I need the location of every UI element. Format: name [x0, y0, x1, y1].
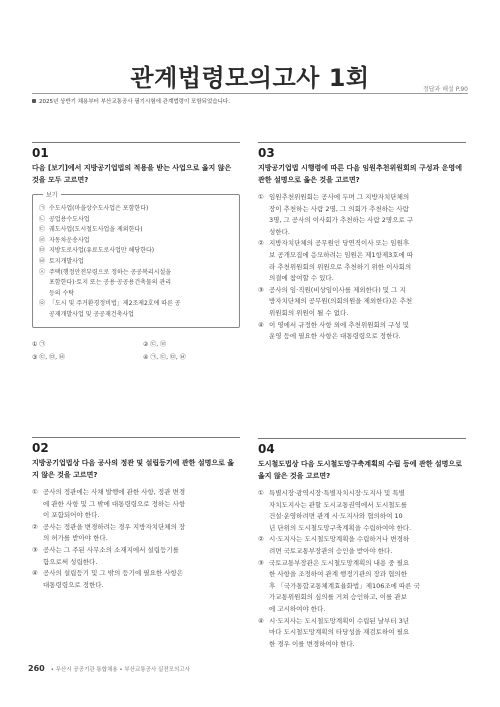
- item-text: 등의 수탁: [49, 289, 75, 297]
- item-marker: [39, 289, 49, 300]
- example-item: [39, 236, 231, 247]
- question-02: [32, 437, 240, 591]
- item-text: 특별시장·광역시장·특별자치시장·도지사 및 특별: [269, 489, 405, 497]
- example-item: [39, 257, 231, 268]
- item-marker: ③: [32, 545, 38, 554]
- example-item: [39, 278, 231, 289]
- item-text: 수도사업(마을상수도사업은 포함한다): [49, 205, 149, 212]
- item-text: 국토교통부장관은 도시철도망계획의 내용 중 필요: [269, 558, 410, 567]
- item-marker: ①: [32, 488, 38, 496]
- item-marker: [258, 546, 269, 558]
- item-text: 공재개발사업 및 공공재건축사업: [49, 310, 134, 318]
- item-text: 시·도지사는 도시철도망계획을 수립하거나 변경하: [269, 535, 410, 544]
- option-line: [32, 499, 240, 511]
- option-line: [258, 616, 466, 628]
- item-text: 가교통위원회의 심의를 거쳐 승인하고, 이를 관보: [269, 593, 407, 602]
- item-marker: [258, 331, 269, 343]
- item-text: 성한다.: [269, 227, 290, 236]
- item-marker: [258, 511, 269, 523]
- item-text: 시·도지사는 도시철도망계획이 수립된 날부터 3년: [269, 616, 410, 625]
- option-line: [258, 511, 466, 523]
- item-text: 공사는 정관을 변경하려는 경우 지방자치단체의 장: [43, 522, 186, 531]
- item-marker: [258, 215, 269, 227]
- page-number: 260: [28, 664, 45, 673]
- option-line: [258, 215, 466, 227]
- page-title: 관계법령모의고사 1회: [130, 64, 370, 92]
- item-text: 에 고시하여야 한다.: [269, 604, 326, 613]
- item-marker: [258, 500, 269, 512]
- option-line: [258, 192, 466, 204]
- answer-choice: ② ㉢, ㉣: [143, 340, 167, 348]
- answer-choices: [32, 340, 240, 362]
- item-text: 공사의 설립등기 및 그 밖의 등기에 필요한 사항은: [43, 569, 184, 578]
- item-marker: ②: [258, 535, 264, 544]
- item-marker: [39, 310, 49, 321]
- question-number: 04: [258, 442, 275, 456]
- item-text: 건설·운영하려면 관계 시·도지사와 협의하여 10: [269, 512, 403, 521]
- item-text: 한 사항을 조정하여 관계 행정기관의 장과 협의한: [269, 570, 407, 579]
- item-marker: ㉥: [39, 257, 46, 265]
- item-text: 보 공개모집에 응모하려는 임원은 제1항제3호에 따: [269, 250, 414, 259]
- item-marker: [258, 627, 269, 639]
- item-marker: [258, 569, 269, 581]
- example-box: [32, 194, 240, 328]
- page-footer: [28, 664, 190, 673]
- item-text: 임원추천위원회는 공사에 두며 그 지방자치단체의: [269, 193, 410, 201]
- item-marker: ①: [258, 193, 264, 201]
- item-marker: [32, 499, 43, 511]
- item-marker: ④: [258, 320, 264, 329]
- item-text: 주택(행정안전부령으로 정하는 공공복리시설을: [49, 268, 172, 276]
- item-marker: [39, 278, 49, 289]
- item-text: 려면 국토교통부장관의 승인을 받아야 한다.: [269, 546, 393, 555]
- option-line: [258, 227, 466, 239]
- question-text: 지방공기업법상 다음 공사의 정관 및 설립등기에 관한 설명으로 옳지 않은 것을 고르면?: [32, 459, 235, 479]
- item-marker: ③: [258, 558, 264, 567]
- item-text: 위원회의 위원이 될 수 없다.: [269, 308, 349, 317]
- item-marker: ㉡: [39, 215, 46, 223]
- item-text: 에 관한 사항 및 그 밖에 대통령령으로 정하는 사항: [43, 499, 186, 508]
- item-text: 자동차운송사업: [49, 236, 90, 244]
- item-marker: ②: [32, 522, 38, 531]
- header-rule: [32, 93, 468, 94]
- option-line: [258, 627, 466, 639]
- option-line: [258, 581, 466, 593]
- question-divider: [258, 438, 466, 439]
- answer-choices: [32, 487, 240, 591]
- item-text: 함으로써 성립한다.: [43, 557, 98, 566]
- option-line: [32, 557, 240, 569]
- notice: [32, 97, 230, 105]
- item-marker: ㉤: [39, 247, 46, 255]
- option-line: [258, 320, 466, 332]
- question-number: 01: [32, 146, 49, 160]
- item-text: 토지개발사업: [49, 257, 84, 265]
- option-line: [258, 204, 466, 216]
- option-line: [258, 488, 466, 500]
- item-text: 장이 추천하는 사람 2명, 그 의회가 추천하는 사람: [269, 204, 409, 213]
- item-text: 공사는 그 주된 사무소의 소재지에서 설립등기를: [43, 545, 179, 554]
- answer-choice: ③ ㉢, ㉤, ㉥: [32, 353, 65, 361]
- item-marker: [258, 639, 269, 651]
- item-marker: ③: [258, 285, 264, 294]
- example-item: [39, 268, 231, 279]
- item-text: 「도시 및 주거환경정비법」제2조제2호에 따른 공: [49, 300, 181, 308]
- example-item: [39, 204, 231, 215]
- answer-choice: ④ ㉠, ㉢, ㉤, ㉥: [143, 353, 186, 361]
- item-marker: [258, 296, 269, 308]
- option-line: [258, 308, 466, 320]
- notice-text: 2025년 상반기 채용부터 부산교통공사 필기시험에 관계법령이 포함되었습니다.: [39, 99, 230, 105]
- question-text: 지방공기업법 시행령에 따른 다음 임원추천위원회의 구성과 운영에 관한 설명으로 옳은 것을 고르면?: [258, 164, 462, 184]
- option-line: [258, 558, 466, 570]
- option-line: [32, 580, 240, 592]
- item-text: 자치도지사는 관할 도시교통권역에서 도시철도를: [269, 500, 408, 509]
- option-line: [32, 568, 240, 580]
- item-text: 운영 등에 필요한 사항은 대통령령으로 정한다.: [269, 332, 401, 341]
- option-line: [32, 545, 240, 557]
- item-text: 의 허가를 받아야 한다.: [43, 534, 108, 543]
- item-text: 후 「국가통합교통체계효율화법」제106조에 따른 국: [269, 581, 420, 590]
- option-line: [258, 604, 466, 616]
- item-text: 지방도로사업(유료도로사업만 해당한다): [49, 247, 155, 255]
- question-number: 02: [32, 441, 49, 455]
- question-text: 도시철도법상 다음 도시철도망구축계획의 수립 등에 관한 설명으로 옳지 않은 것을 고르면?: [258, 460, 462, 480]
- question-text: 다음 [보기]에서 지방공기업법의 적용을 받는 사업으로 옳지 않은 것을 모두 고르면?: [32, 164, 232, 184]
- item-marker: [258, 227, 269, 239]
- item-text: 공업용수도사업: [49, 215, 90, 223]
- item-marker: ㉦: [39, 268, 46, 276]
- item-text: 공사의 임·직원(비상임이사를 제외한다) 및 그 지: [269, 285, 406, 294]
- option-line: [32, 487, 240, 499]
- item-marker: [32, 510, 43, 522]
- question-divider: [32, 437, 240, 438]
- item-marker: ㉢: [39, 226, 46, 234]
- example-item: [39, 310, 231, 321]
- option-line: [258, 523, 466, 535]
- item-text: 이 포함되어야 한다.: [43, 511, 100, 520]
- item-marker: [258, 308, 269, 320]
- option-line: [32, 533, 240, 545]
- item-text: 3명, 그 공사의 이사회가 추천하는 사람 2명으로 구: [269, 216, 414, 225]
- answer-choices: [258, 192, 466, 343]
- item-marker: [32, 557, 43, 569]
- item-marker: [258, 581, 269, 593]
- item-marker: ②: [258, 239, 264, 248]
- item-text: 이 영에서 규정한 사항 외에 추천위원회의 구성 및: [269, 320, 410, 329]
- option-line: [258, 250, 466, 262]
- item-text: 대통령령으로 정한다.: [43, 580, 104, 589]
- item-text: 공사의 정관에는 사채 발행에 관한 사항, 정관 변경: [43, 488, 186, 496]
- option-line: [258, 569, 466, 581]
- item-marker: ㉣: [39, 236, 46, 244]
- question-01: [32, 142, 240, 362]
- question-number: 03: [258, 146, 275, 160]
- example-item: [39, 225, 231, 236]
- item-text: 한 경우 이를 변경하여야 한다.: [269, 639, 355, 648]
- item-text: 포함한다)·토지 또는 공용·공공용건축물의 관리: [49, 279, 172, 287]
- option-line: [258, 296, 466, 308]
- answer-choice: ① ㉠: [32, 340, 46, 348]
- item-marker: [32, 580, 43, 592]
- item-marker: ㉠: [39, 205, 46, 212]
- item-marker: [258, 273, 269, 285]
- item-marker: ㉧: [39, 300, 46, 308]
- option-line: [258, 238, 466, 250]
- item-marker: ①: [258, 489, 264, 497]
- option-line: [32, 510, 240, 522]
- option-line: [258, 546, 466, 558]
- option-line: [32, 522, 240, 534]
- question-03: [258, 142, 466, 343]
- option-line: [258, 262, 466, 274]
- item-marker: ④: [32, 569, 38, 578]
- item-text: 궤도사업(도시철도사업을 제외한다): [49, 226, 143, 234]
- option-line: [258, 500, 466, 512]
- option-line: [258, 592, 466, 604]
- example-box-label: 보기: [43, 190, 61, 199]
- item-text: 의결에 참여할 수 있다.: [269, 274, 334, 283]
- item-marker: [258, 604, 269, 616]
- example-item: [39, 289, 231, 300]
- example-item: [39, 246, 231, 257]
- item-text: 년 단위의 도시철도망구축계획을 수립하여야 한다.: [269, 523, 412, 532]
- item-marker: ④: [258, 616, 264, 625]
- option-line: [258, 639, 466, 651]
- question-04: [258, 438, 466, 650]
- item-text: 방자치단체의 공무원(의회의원을 제외한다)은 추천: [269, 297, 413, 306]
- example-item: [39, 215, 231, 226]
- item-text: 지방자치단체의 공무원인 당연직이사 또는 임원후: [269, 239, 410, 248]
- option-line: [258, 285, 466, 297]
- item-marker: [258, 592, 269, 604]
- answer-reference: 정답과 해설 P.90: [422, 86, 468, 93]
- option-line: [258, 534, 466, 546]
- notice-bullet-icon: [32, 99, 36, 103]
- item-marker: [32, 533, 43, 545]
- option-line: [258, 331, 466, 343]
- item-marker: [258, 204, 269, 216]
- example-items: [39, 204, 231, 321]
- item-marker: [258, 523, 269, 535]
- item-text: 마다 도시철도망계획의 타당성을 재검토하여 필요: [269, 628, 410, 637]
- item-text: 라 추천위원회의 위원으로 추천하기 위한 이사회의: [269, 262, 412, 271]
- question-divider: [32, 142, 240, 143]
- item-marker: [258, 250, 269, 262]
- option-line: [258, 273, 466, 285]
- item-marker: [258, 262, 269, 274]
- book-title: • 무산시 공공기관 통합채용 • 부산교통공사 실전모의고사: [50, 667, 190, 673]
- example-item: [39, 299, 231, 310]
- question-divider: [258, 142, 466, 143]
- answer-choices: [258, 488, 466, 650]
